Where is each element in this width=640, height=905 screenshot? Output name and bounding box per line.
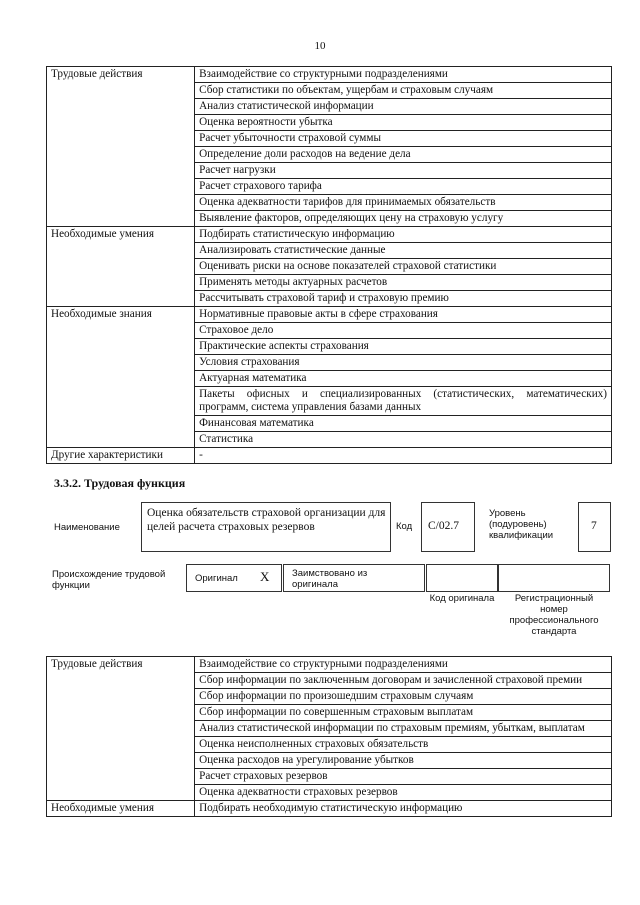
row-item: Условия страхования xyxy=(195,355,612,371)
name-label: Наименование xyxy=(54,522,120,533)
code-label: Код xyxy=(396,521,413,532)
code-original-label: Код оригинала xyxy=(429,593,495,604)
row-item: Выявление факторов, определяющих цену на страховую услугу xyxy=(195,211,612,227)
row-item: Расчет страховых резервов xyxy=(195,769,612,785)
row-item: Подбирать необходимую статистическую информацию xyxy=(195,801,612,817)
row-item: Оценивать риски на основе показателей страховой статистики xyxy=(195,259,612,275)
row-item: Анализировать статистические данные xyxy=(195,243,612,259)
code-value: С/02.7 xyxy=(428,520,459,532)
row-item: Сбор статистики по объектам, ущербам и страховым случаям xyxy=(195,83,612,99)
level-value: 7 xyxy=(591,520,597,532)
table-row xyxy=(47,448,612,464)
row-item: Оценка адекватности страховых резервов xyxy=(195,785,612,801)
origin-label: Происхождение трудовой функции xyxy=(52,569,166,591)
requirements-table-2 xyxy=(46,656,612,817)
row-item: Нормативные правовые акты в сфере страхования xyxy=(195,307,612,323)
row-heading: Необходимые умения xyxy=(47,227,195,307)
row-item: Расчет убыточности страховой суммы xyxy=(195,131,612,147)
original-mark: X xyxy=(260,569,270,584)
row-item: Статистика xyxy=(195,432,612,448)
row-item: Рассчитывать страховой тариф и страховую премию xyxy=(195,291,612,307)
row-heading: Необходимые знания xyxy=(47,307,195,448)
reg-number-label: Регистрационный номер профессионального стандарта xyxy=(509,593,599,637)
row-item: Сбор информации по совершенным страховым выплатам xyxy=(195,705,612,721)
row-item: Оценка адекватности тарифов для принимаемых обязательств xyxy=(195,195,612,211)
original-label: Оригинал xyxy=(195,573,238,584)
table-row xyxy=(47,227,612,243)
row-item: Оценка неисполненных страховых обязательств xyxy=(195,737,612,753)
row-item: Применять методы актуарных расчетов xyxy=(195,275,612,291)
row-item: Сбор информации по заключенным договорам и зачисленной страховой премии xyxy=(195,673,612,689)
row-item: Финансовая математика xyxy=(195,416,612,432)
row-item: Расчет страхового тарифа xyxy=(195,179,612,195)
row-item: Подбирать статистическую информацию xyxy=(195,227,612,243)
row-heading: Необходимые умения xyxy=(47,801,195,817)
requirements-table-1 xyxy=(46,66,612,464)
row-item: Анализ статистической информации по страховым премиям, убыткам, выплатам xyxy=(195,721,612,737)
section-title: 3.3.2. Трудовая функция xyxy=(54,476,186,490)
row-item: Практические аспекты страхования xyxy=(195,339,612,355)
row-item: Расчет нагрузки xyxy=(195,163,612,179)
row-item: Актуарная математика xyxy=(195,371,612,387)
row-item: - xyxy=(195,448,612,464)
level-label: Уровень (подуровень) квалификации xyxy=(489,508,554,541)
row-item: Взаимодействие со структурными подразделениями xyxy=(195,657,612,673)
row-item: Оценка вероятности убытка xyxy=(195,115,612,131)
name-value: Оценка обязательств страховой организации для целей расчета страховых резервов xyxy=(147,507,386,533)
row-heading: Трудовые действия xyxy=(47,657,195,801)
page-number: 10 xyxy=(314,40,326,52)
table-row xyxy=(47,801,612,817)
code-original-box xyxy=(426,564,498,592)
row-item: Сбор информации по произошедшим страховым случаям xyxy=(195,689,612,705)
table-row xyxy=(47,307,612,323)
row-item: Взаимодействие со структурными подразделениями xyxy=(195,67,612,83)
row-heading: Другие характеристики xyxy=(47,448,195,464)
borrowed-label: Заимствовано из оригинала xyxy=(292,568,368,590)
row-item: Определение доли расходов на ведение дела xyxy=(195,147,612,163)
row-item: Оценка расходов на урегулирование убытков xyxy=(195,753,612,769)
row-heading: Трудовые действия xyxy=(47,67,195,227)
reg-number-box xyxy=(498,564,610,592)
table-row xyxy=(47,67,612,83)
row-item: Анализ статистической информации xyxy=(195,99,612,115)
table-row xyxy=(47,657,612,673)
row-item: Страховое дело xyxy=(195,323,612,339)
row-item: Пакеты офисных и специализированных (статистических, математических) программ, система управления базами данных xyxy=(195,387,612,416)
